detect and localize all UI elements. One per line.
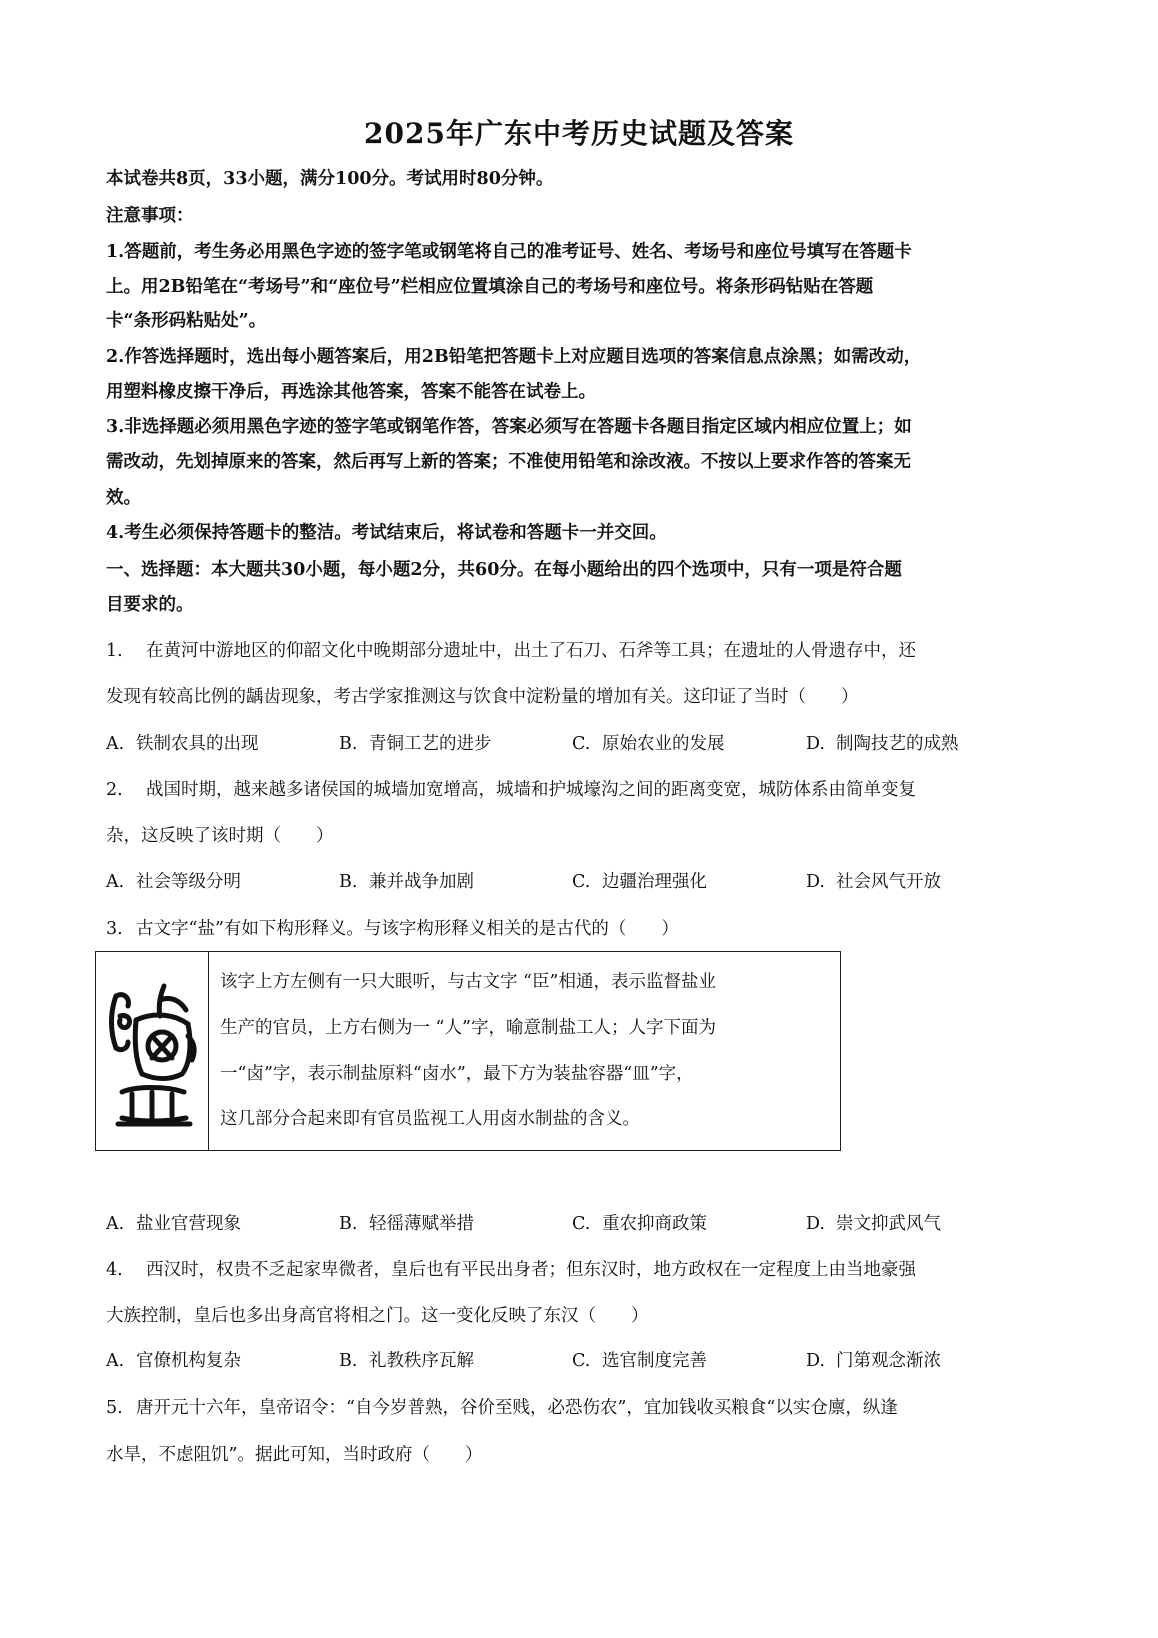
note-line: 效。 — [106, 488, 141, 508]
option-a: A. 盐业官营现象 — [106, 1214, 241, 1234]
glyph-explanation-box — [95, 951, 841, 1151]
note-line: 卡“条形码粘贴处”。 — [106, 311, 267, 331]
note-line: 上。用2B铅笔在“考场号”和“座位号”栏相应位置填涂自己的考场号和座位号。将条形码钻贴在答题 — [106, 277, 874, 297]
exam-intro: 本试卷共8页，33小题，满分100分。考试用时80分钟。 — [106, 169, 554, 189]
question-number: 2. — [106, 780, 123, 800]
glyph-explanation-line: 一“卤”字，表示制盐原料“卤水”，最下方为装盐容器“皿”字， — [220, 1064, 694, 1084]
question-2-stem-cont: 杂，这反映了该时期（ ） — [106, 826, 334, 846]
option-d: D. 崇文抑武风气 — [806, 1214, 941, 1234]
question-number: 3. — [106, 919, 123, 939]
notes-heading: 注意事项： — [106, 206, 194, 226]
question-3-stem: 3. 古文字“盐”有如下构形释义。与该字构形释义相关的是古代的（ ） — [106, 919, 679, 939]
glyph-explanation-line: 这几部分合起来即有官员监视工人用卤水制盐的含义。 — [220, 1109, 640, 1129]
question-4-stem: 4. 西汉时，权贵不乏起家卑微者，皇后也有平民出身者；但东汉时，地方政权在一定程度上由当地豪强 — [106, 1260, 916, 1280]
question-number: 5. — [106, 1398, 123, 1418]
option-d: D. 社会风气开放 — [806, 872, 941, 892]
option-c: C. 边疆治理强化 — [572, 872, 707, 892]
note-line: 用塑料橡皮擦干净后，再选涂其他答案，答案不能答在试卷上。 — [106, 382, 596, 402]
ancient-glyph-cell — [96, 952, 209, 1150]
question-5-stem-cont: 水旱，不虑阻饥”。据此可知，当时政府（ ） — [106, 1445, 483, 1465]
question-2-stem: 2. 战国时期，越来越多诸侯国的城墙加宽增高，城墙和护城壕沟之间的距离变宽，城防体系由简单变复 — [106, 780, 916, 800]
page-title: 2025年广东中考历史试题及答案 — [364, 117, 794, 150]
option-a: A. 官僚机构复杂 — [106, 1351, 241, 1371]
section-heading: 一、选择题：本大题共30小题，每小题2分，共60分。在每小题给出的四个选项中，只有一项是符合题 — [106, 560, 902, 580]
option-d: D. 门第观念渐浓 — [806, 1351, 941, 1371]
option-d: D. 制陶技艺的成熟 — [806, 734, 959, 754]
section-heading-cont: 目要求的。 — [106, 595, 194, 615]
note-line: 3.非选择题必须用黑色字迹的签字笔或钢笔作答，答案必须写在答题卡各题目指定区域内相应位置上；如 — [106, 417, 912, 437]
question-5-stem: 5. 唐开元十六年，皇帝诏令：“自今岁普熟，谷价至贱，必恐伤农”，宜加钱收买粮食“以实仓廪，纵逢 — [106, 1398, 898, 1418]
option-b: B. 轻徭薄赋举措 — [339, 1214, 474, 1234]
note-line: 需改动，先划掉原来的答案，然后再写上新的答案；不准使用铅笔和涂改液。不按以上要求作答的答案无 — [106, 452, 911, 472]
option-b: B. 兼并战争加剧 — [339, 872, 474, 892]
option-b: B. 礼教秩序瓦解 — [339, 1351, 474, 1371]
ancient-salt-glyph-image — [102, 966, 202, 1134]
option-c: C. 原始农业的发展 — [572, 734, 725, 754]
glyph-explanation-line: 生产的官员，上方右侧为一 “人”字，喻意制盐工人；人字下面为 — [220, 1018, 716, 1038]
question-4-stem-cont: 大族控制，皇后也多出身高官将相之门。这一变化反映了东汉（ ） — [106, 1306, 649, 1326]
glyph-explanation-line: 该字上方左侧有一只大眼听，与古文字 “臣”相通，表示监督盐业 — [220, 972, 716, 992]
option-b: B. 青铜工艺的进步 — [339, 734, 492, 754]
question-number: 1. — [106, 641, 123, 661]
note-line: 2.作答选择题时，选出每小题答案后，用2B铅笔把答题卡上对应题目选项的答案信息点涂黑；如需改动， — [106, 347, 922, 367]
option-a: A. 铁制农具的出现 — [106, 734, 259, 754]
option-a: A. 社会等级分明 — [106, 872, 241, 892]
question-number: 4. — [106, 1260, 123, 1280]
question-1-stem: 1. 在黄河中游地区的仰韶文化中晚期部分遗址中，出土了石刀、石斧等工具；在遗址的人骨遗存中，还 — [106, 641, 916, 661]
option-c: C. 选官制度完善 — [572, 1351, 707, 1371]
option-c: C. 重农抑商政策 — [572, 1214, 707, 1234]
question-1-stem-cont: 发现有较高比例的龋齿现象，考古学家推测这与饮食中淀粉量的增加有关。这印证了当时（ ） — [106, 687, 859, 707]
note-line: 1.答题前，考生务必用黑色字迹的签字笔或钢笔将自己的准考证号、姓名、考场号和座位号填写在答题卡 — [106, 242, 912, 262]
note-line: 4.考生必须保持答题卡的整洁。考试结束后，将试卷和答题卡一并交回。 — [106, 523, 667, 543]
